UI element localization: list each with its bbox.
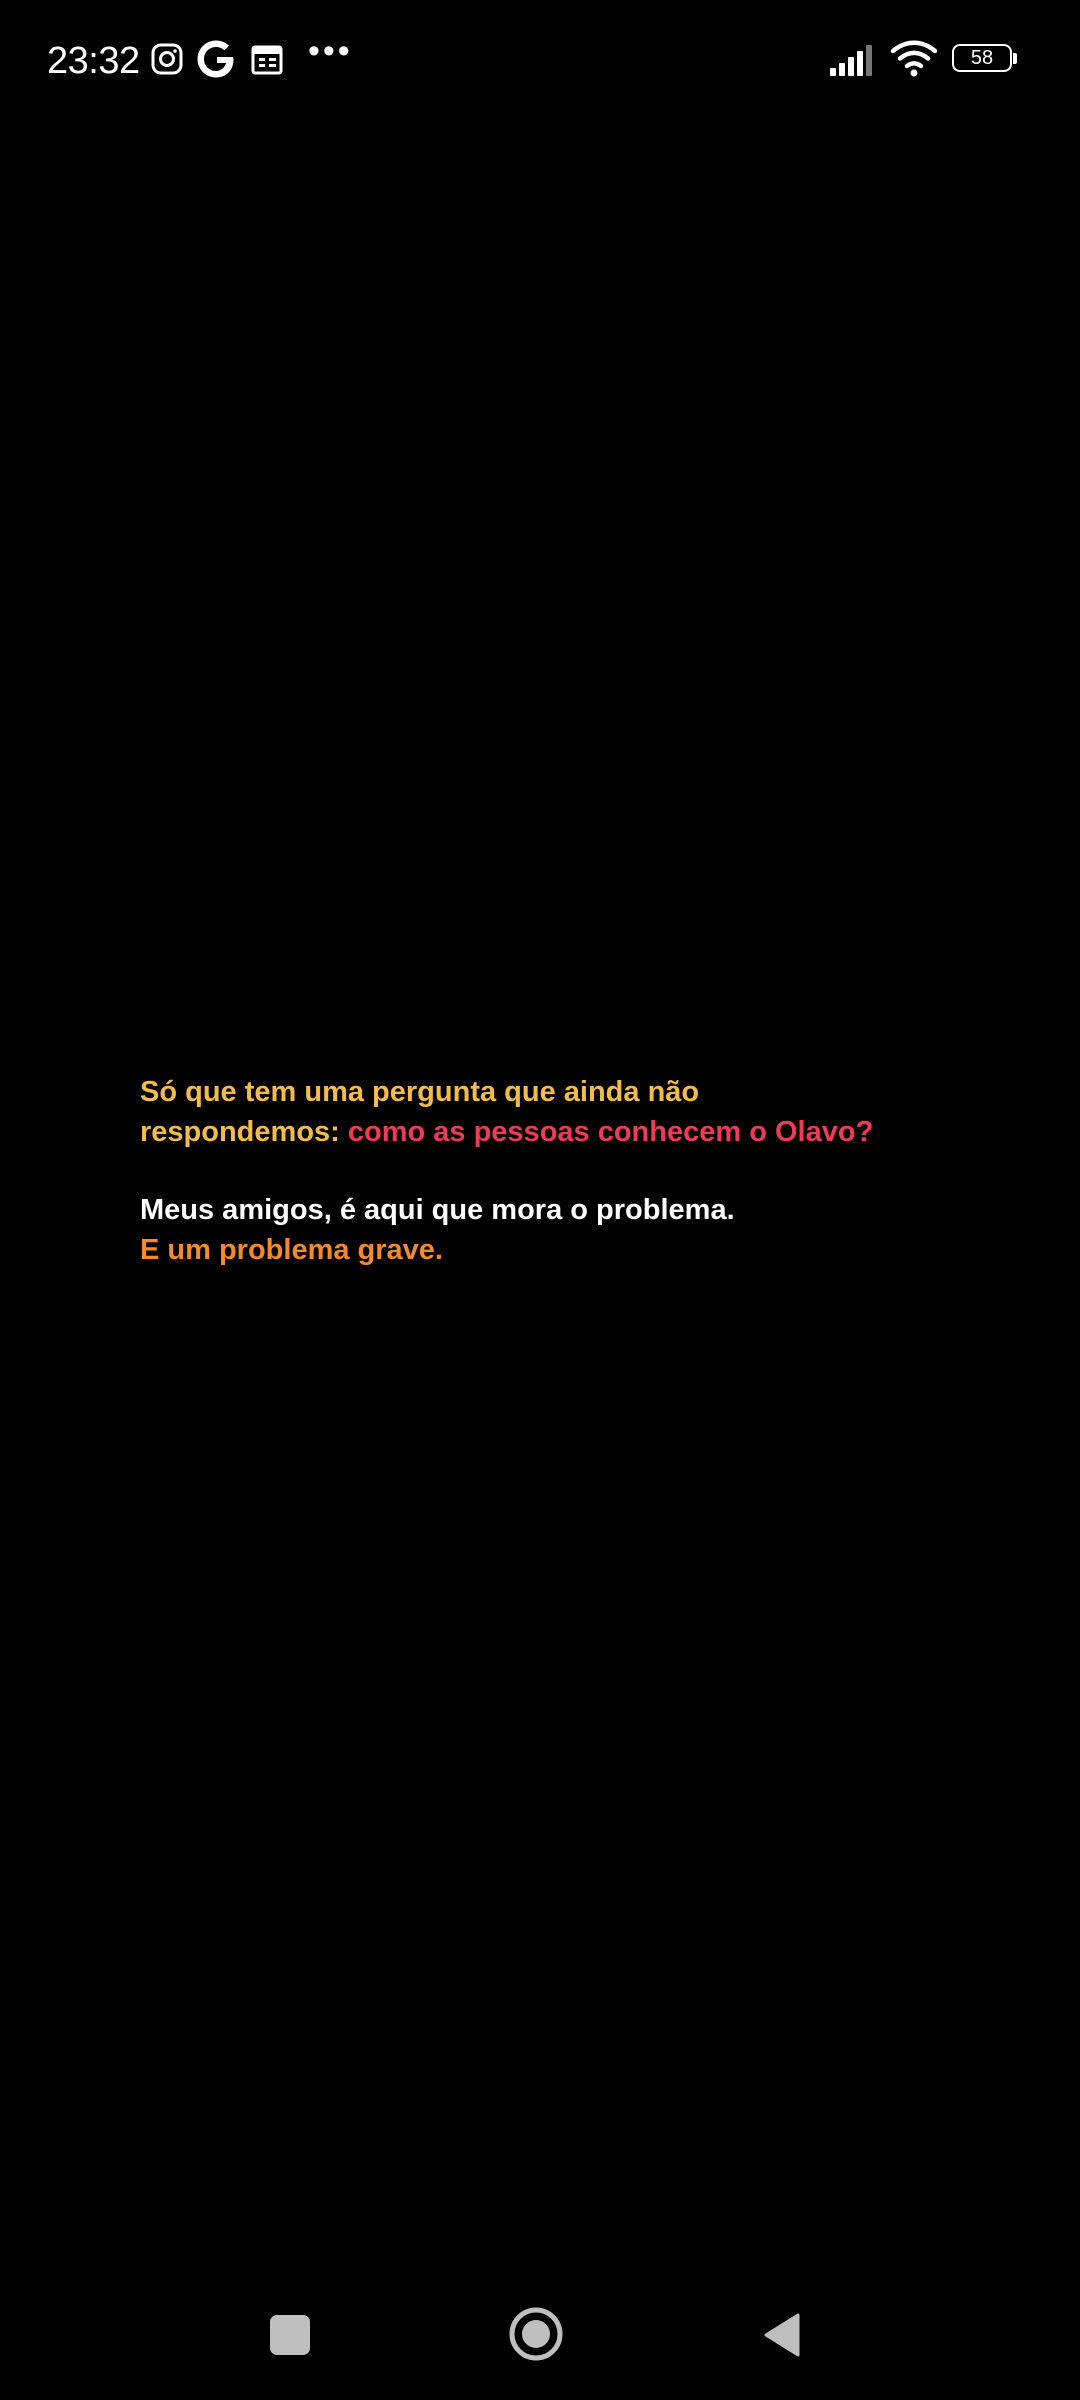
battery-indicator bbox=[952, 44, 1014, 74]
battery-icon bbox=[952, 44, 1012, 72]
status-bar bbox=[0, 0, 1080, 120]
problem-paragraph bbox=[140, 1190, 980, 1270]
recents-square-icon[interactable] bbox=[270, 2315, 310, 2355]
problem-line-1: Meus amigos, é aqui que mora o problema. bbox=[140, 1194, 735, 1226]
status-time: 23:32 bbox=[47, 40, 140, 82]
story-text bbox=[140, 1072, 980, 1270]
back-triangle-icon[interactable] bbox=[762, 2311, 802, 2359]
problem-line-2: E um problema grave. bbox=[140, 1234, 443, 1266]
home-circle-icon[interactable] bbox=[508, 2306, 564, 2362]
calendar-icon bbox=[250, 42, 284, 76]
question-line-1: Só que tem uma pergunta que ainda não bbox=[140, 1076, 700, 1108]
question-lead: respondemos: bbox=[140, 1116, 348, 1148]
battery-level: 58 bbox=[970, 47, 994, 69]
question-highlight: como as pessoas conhecem o Olavo? bbox=[347, 1116, 874, 1148]
navigation-bar bbox=[0, 2280, 1080, 2390]
instagram-icon bbox=[150, 42, 184, 76]
more-notifications-icon: ••• bbox=[308, 32, 353, 70]
wifi-icon bbox=[890, 38, 938, 78]
cellular-signal-icon bbox=[828, 44, 878, 76]
google-icon bbox=[196, 38, 236, 80]
question-paragraph bbox=[140, 1072, 980, 1152]
battery-cap bbox=[1013, 53, 1017, 64]
